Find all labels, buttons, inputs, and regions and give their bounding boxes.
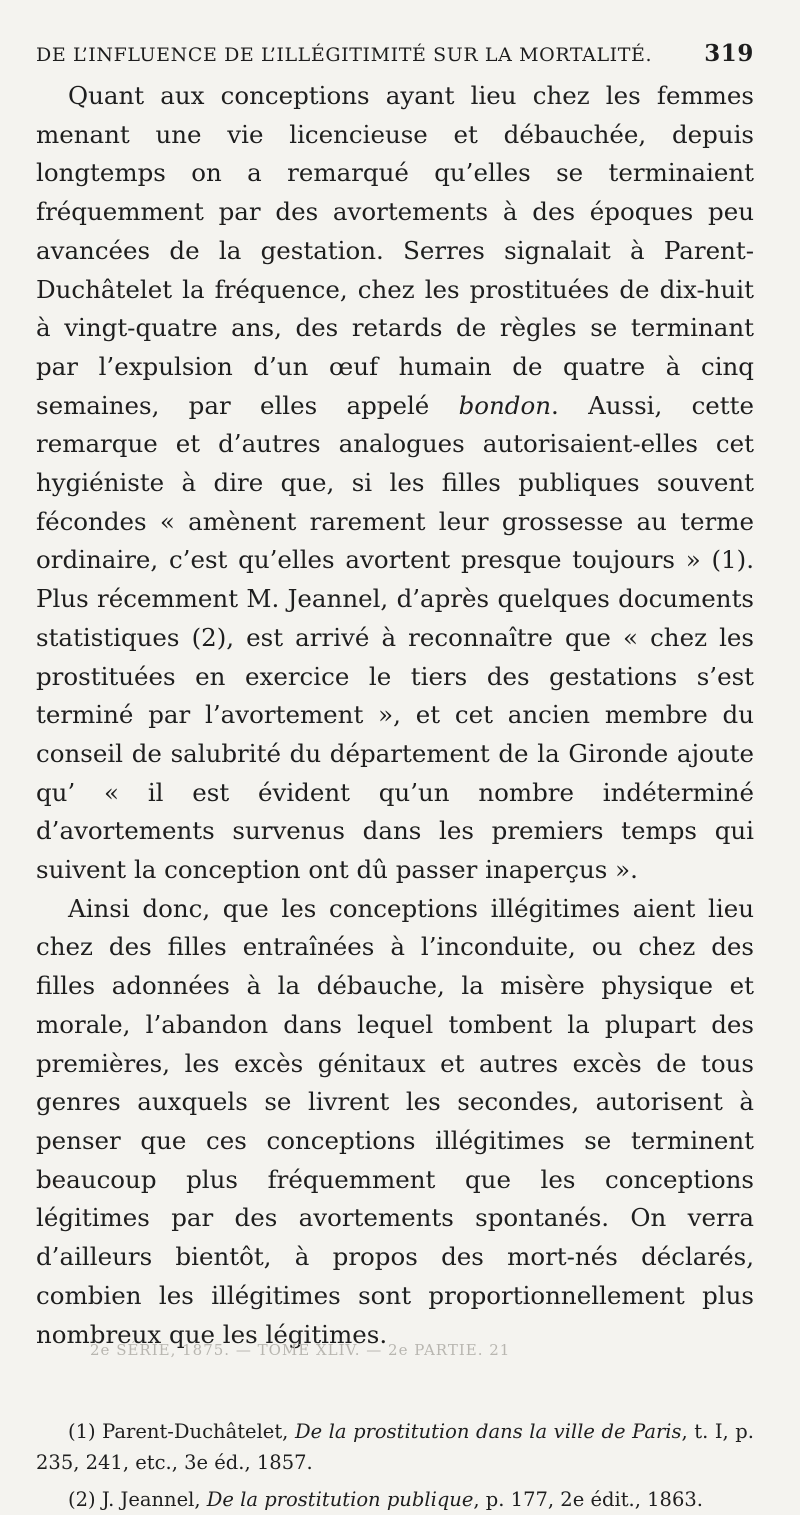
running-header	[36, 40, 754, 67]
body-text	[36, 77, 754, 1354]
page-number: 319	[704, 40, 754, 67]
paragraph-1	[36, 77, 754, 890]
paragraph-1-text-a: Quant aux conceptions ayant lieu chez les femmes menant une vie licencieuse et débauchée, depuis longtemps on a remarqué qu’elles se terminaient fréquemment par des avortements à des époques peu avancées de la gestation. Serres signalait à Parent-Duchâtelet la fréquence, chez les prostituées de dix-huit à vingt-quatre ans, des retards de règles se terminant par l’expulsion d’un œuf humain de quatre à cinq semaines, par elles appelé	[36, 81, 754, 420]
footnote-1-author: (1) Parent-Duchâtelet,	[68, 1420, 295, 1444]
footnote-2	[36, 1484, 754, 1515]
footnote-1-work: De la prostitution dans la ville de Paris	[294, 1420, 682, 1444]
paragraph-2: Ainsi donc, que les conceptions illégitimes aient lieu chez des filles entraînées à l’inconduite, ou chez des filles adonnées à la débauche, la misère physique et morale, l’abandon dans lequel tombent la plupart des premières, les excès génitaux et autres excès de tous genres auxquels se livrent les secondes, autorisent à penser que ces conceptions illégitimes se terminent beaucoup plus fréquemment que les conceptions légitimes par des avortements spontanés. On verra d’ailleurs bientôt, à propos des mort-nés déclarés, combien les illégitimes sont proportionnellement plus nombreux que les légitimes.	[36, 893, 754, 1349]
footnote-2-author: (2) J. Jeannel,	[68, 1488, 207, 1512]
signature-line: 2e SÉRIE, 1875. — TOME XLIV. — 2e PARTIE. 21	[90, 1341, 511, 1359]
footnote-2-work: De la prostitution publique	[206, 1488, 474, 1512]
footnote-1-details: , t. I, p. 235, 241, etc., 3e éd., 1857.	[36, 1420, 754, 1475]
footnote-1	[36, 1416, 754, 1478]
running-title: DE L’INFLUENCE DE L’ILLÉGITIMITÉ SUR LA MORTALITÉ.	[36, 44, 653, 66]
term-bondon: bondon	[458, 390, 551, 420]
footnote-2-details: , p. 177, 2e édit., 1863.	[473, 1488, 703, 1512]
paragraph-1-text-b: . Aussi, cette remarque et d’autres analogues autorisaient-elles cet hygiéniste à dire que, si les filles publiques souvent fécondes « amènent rarement leur grossesse au terme ordinaire, c’est qu’elles avortent presque toujours » (1). Plus récemment M. Jeannel, d’après quelques documents statistiques (2), est arrivé à reconnaître que « chez les prostituées en exercice le tiers des gestations s’est terminé par l’avortement », et cet ancien membre du conseil de salubrité du département de la Gironde ajoute qu’ « il est évident qu’un nombre indéterminé d’avortements survenus dans les premiers temps qui suivent la conception ont dû passer inaperçus ».	[36, 390, 754, 885]
footnotes	[36, 1416, 754, 1515]
